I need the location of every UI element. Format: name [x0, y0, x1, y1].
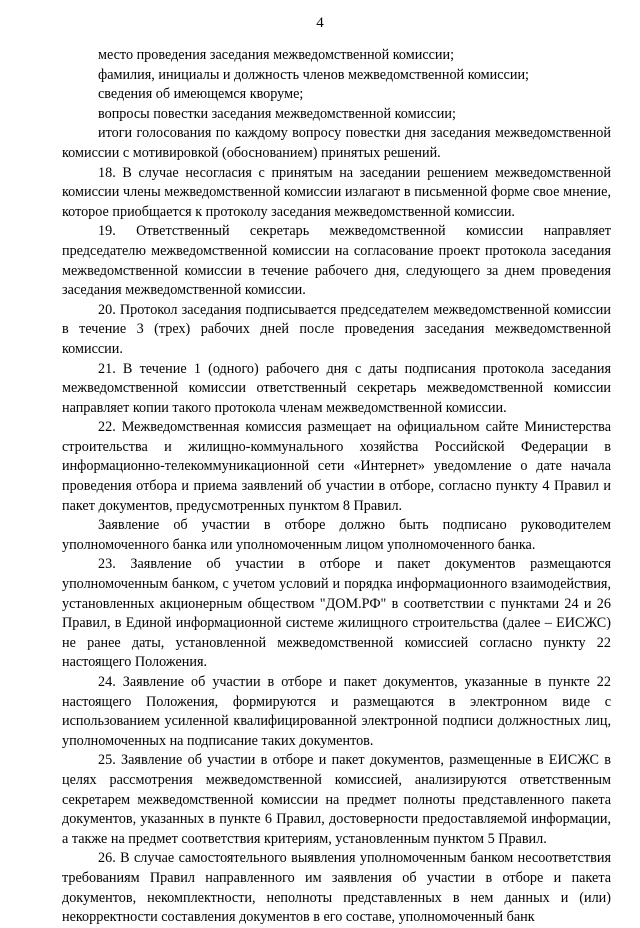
paragraph-item-26: 26. В случае самостоятельного выявления уполномоченным банком несоответствия требованиям Правил направленного им заявления об участии в отборе и пакета документов, некомплектности, неполноты представленных в нем данных и (или) некорректности составления документов в его составе, уполномоченный банк — [62, 850, 611, 926]
paragraph: итоги голосования по каждому вопросу повестки дня заседания межведомственной комиссии с мотивировкой (обоснованием) принятых решений. — [62, 125, 611, 161]
paragraph-item-22: 22. Межведомственная комиссия размещает на официальном сайте Министерства строительства и жилищно-коммунального хозяйства Российской Федерации в информационно-телекоммуникационной сети «Интернет» уведомление о дате начала проведения отбора и приема заявлений об участии в отборе, согласно пункту 4 Правил и пакет документов, предусмотренных пунктом 8 Правил. — [62, 419, 611, 514]
paragraph: вопросы повестки заседания межведомственной комиссии; — [98, 105, 456, 122]
page-number: 4 — [316, 15, 324, 31]
paragraph-item-23: 23. Заявление об участии в отборе и пакет документов размещаются уполномоченным банком, с учетом условий и порядка информационного взаимодействия, установленных акционерным обществом "ДОМ.РФ" в соответствии с пунктами 24 и 26 Правил, в Единой информационной системе жилищного строительства (далее – ЕИСЖС) не ранее даты, установленной межведомственной комиссией согласно пункту 22 настоящего Положения. — [62, 556, 611, 671]
paragraph-item-20: 20. Протокол заседания подписывается председателем межведомственной комиссии в течение 3 (трех) рабочих дней после проведения заседания межведомственной комиссии. — [62, 301, 611, 357]
paragraph-item-18: 18. В случае несогласия с принятым на заседании решением межведомственной комиссии члены межведомственной комиссии излагают в письменной форме свое мнение, которое приобщается к протоколу заседания межведомственной комиссии. — [62, 164, 611, 220]
paragraph: сведения об имеющемся кворуме; — [98, 86, 304, 103]
paragraph: место проведения заседания межведомственной комиссии; — [98, 47, 455, 63]
document-body — [62, 46, 611, 928]
paragraph-item-21: 21. В течение 1 (одного) рабочего дня с даты подписания протокола заседания межведомственной комиссии ответственный секретарь межведомственной комиссии направляет копии такого протокола членам межведомственной комиссии. — [62, 360, 611, 416]
paragraph: фамилия, инициалы и должность членов межведомственной комиссии; — [98, 66, 529, 83]
paragraph: Заявление об участии в отборе должно быть подписано руководителем уполномоченного банка или уполномоченным лицом уполномоченного банка. — [62, 517, 611, 553]
paragraph-item-25: 25. Заявление об участии в отборе и пакет документов, размещенные в ЕИСЖС в целях рассмотрения межведомственной комиссией, анализируются ответственным секретарем межведомственной комиссии на предмет полноты представленного пакета документов, указанных в пункте 6 Правил, достоверности предоставляемой информации, а также на предмет соответствия критериям, установленным пунктом 5 Правил. — [62, 752, 611, 847]
paragraph-item-19: 19. Ответственный секретарь межведомственной комиссии направляет председателю межведомственной комиссии на согласование проект протокола заседания межведомственной комиссии в течение рабочего дня, следующего за днем проведения заседания межведомственной комиссии. — [62, 223, 611, 299]
paragraph-item-24: 24. Заявление об участии в отборе и пакет документов, указанные в пункте 22 настоящего Положения, формируются и размещаются в электронном виде с использованием усиленной квалифицированной электронной подписи должностных лиц, уполномоченных на подписание таких документов. — [62, 674, 611, 749]
